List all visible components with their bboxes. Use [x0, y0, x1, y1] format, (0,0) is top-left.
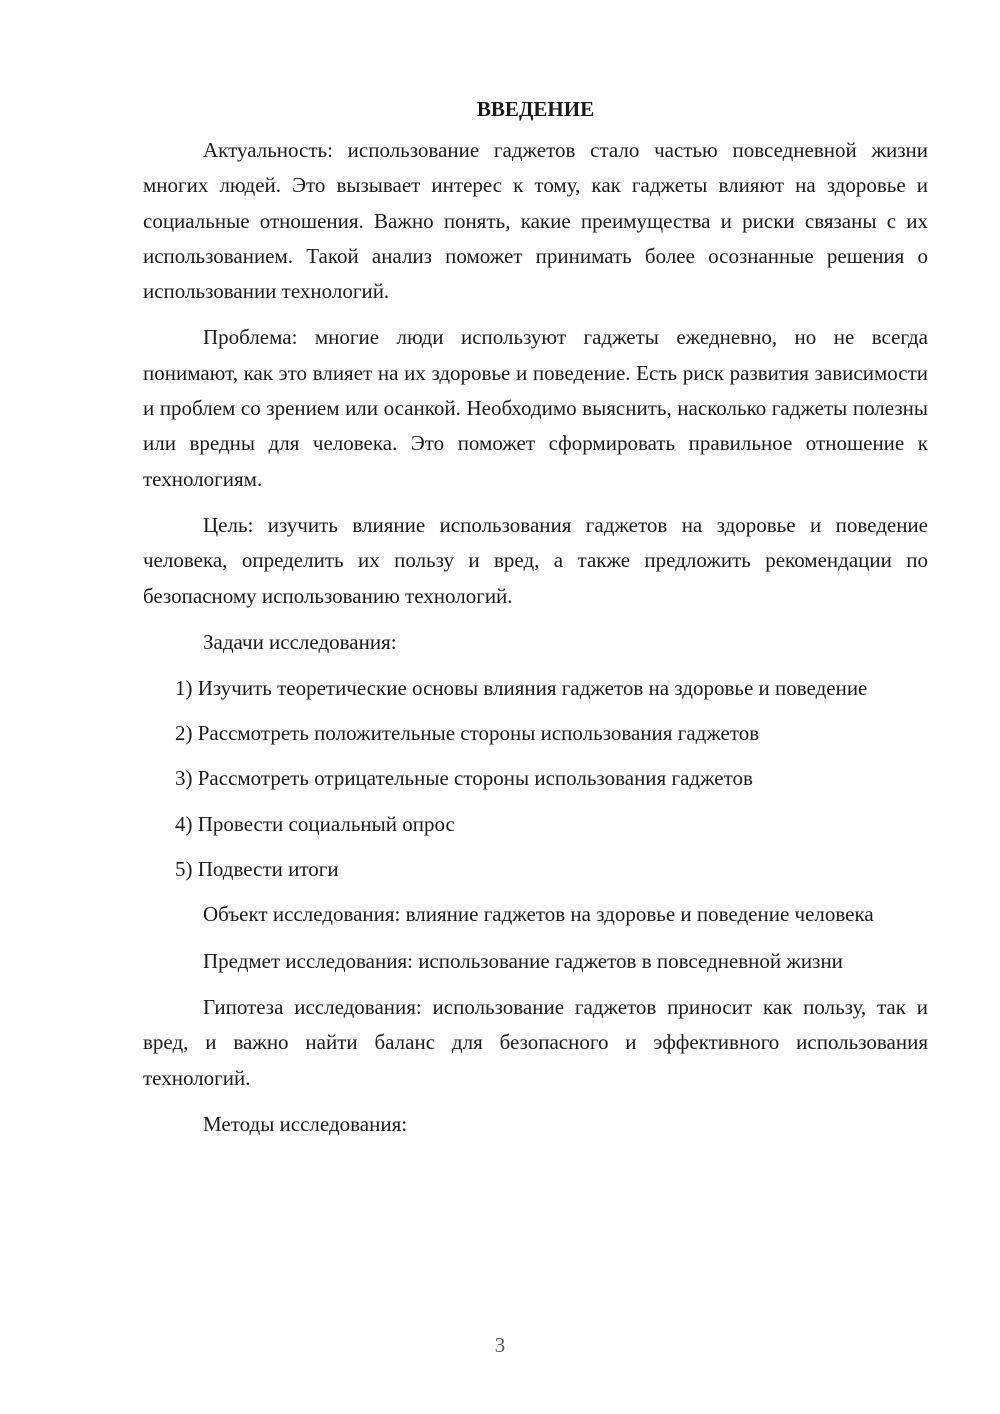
methods-heading: Методы исследования:: [203, 1111, 408, 1136]
subject-paragraph: Предмет исследования: использование гаджетов в повседневной жизни: [203, 948, 843, 973]
task-item: 2) Рассмотреть положительные стороны использования гаджетов: [175, 721, 760, 746]
tasks-list: [143, 671, 928, 887]
problem-paragraph: Проблема: многие люди используют гаджеты ежедневно, но не всегда понимают, как это влияет на их здоровье и поведение. Есть риск развития зависимости и проблем со зрением или осанкой. Необходимо выяснить, насколько гаджеты полезны или вредны для человека. Это поможет сформировать правильное отношение к технологиям.: [143, 325, 928, 491]
task-item: 4) Провести социальный опрос: [175, 811, 455, 836]
task-item: 1) Изучить теоретические основы влияния гаджетов на здоровье и поведение: [175, 675, 868, 700]
relevance-paragraph: Актуальность: использование гаджетов стало частью повседневной жизни многих людей. Это вызывает интерес к тому, как гаджеты влияют на здоровье и социальные отношения. Важно понять, какие преимущества и риски связаны с их использованием. Такой анализ поможет принимать более осознанные решения о использовании технологий.: [143, 138, 928, 304]
page-number: 3: [494, 1333, 506, 1357]
hypothesis-paragraph: Гипотеза исследования: использование гаджетов приносит как пользу, так и вред, и важно найти баланс для безопасного и эффективного использования технологий.: [143, 994, 928, 1090]
page-title: ВВЕДЕНИЕ: [476, 97, 595, 121]
document-page: [143, 92, 928, 1153]
object-paragraph: Объект исследования: влияние гаджетов на здоровье и поведение человека: [203, 902, 874, 927]
goal-paragraph: Цель: изучить влияние использования гаджетов на здоровье и поведение человека, определить их пользу и вред, а также предложить рекомендации по безопасному использованию технологий.: [143, 512, 928, 608]
tasks-heading: Задачи исследования:: [203, 629, 397, 654]
task-item: 5) Подвести итоги: [175, 857, 339, 882]
task-item: 3) Рассмотреть отрицательные стороны использования гаджетов: [175, 766, 753, 791]
